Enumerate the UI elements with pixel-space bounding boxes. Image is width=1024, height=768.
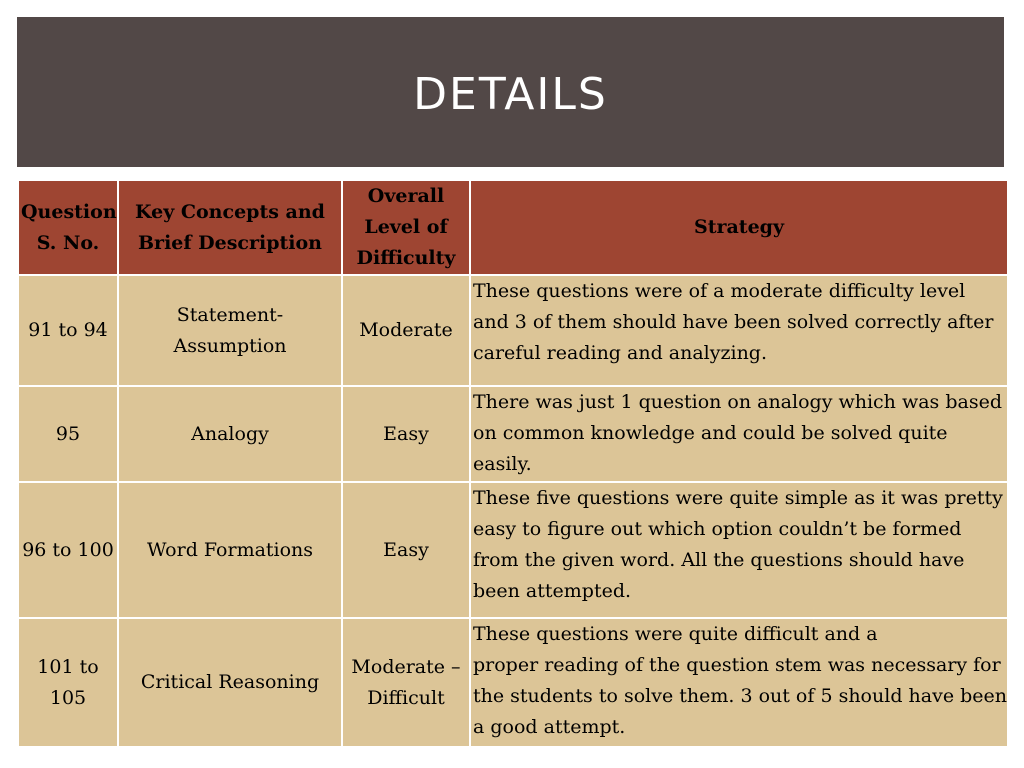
- header-key-concepts: Key Concepts and Brief Description: [118, 180, 342, 275]
- table-row: [18, 386, 1008, 482]
- table-row: [18, 482, 1008, 618]
- concept-cell: Analogy: [118, 386, 342, 482]
- table-row: [18, 618, 1008, 747]
- details-table: [17, 179, 1009, 748]
- table-row: [18, 275, 1008, 386]
- difficulty-cell: Moderate – Difficult: [342, 618, 470, 747]
- strategy-cell: [470, 618, 1008, 747]
- question-cell: 95: [18, 386, 118, 482]
- title-banner: [17, 17, 1004, 167]
- strategy-cell: These questions were of a moderate difficulty level and 3 of them should have been solved correctly after careful reading and analyzing.: [470, 275, 1008, 386]
- concept-cell: Word Formations: [118, 482, 342, 618]
- header-question: Question S. No.: [18, 180, 118, 275]
- strategy-line: proper reading of the question stem was necessary for the students to solve them. 3 out of 5 should have been a good attempt.: [473, 654, 1007, 738]
- table-header-row: [18, 180, 1008, 275]
- difficulty-cell: Easy: [342, 386, 470, 482]
- header-strategy: Strategy: [470, 180, 1008, 275]
- concept-cell: Statement-Assumption: [118, 275, 342, 386]
- question-cell: 101 to 105: [18, 618, 118, 747]
- strategy-cell: There was just 1 question on analogy which was based on common knowledge and could be solved quite easily.: [470, 386, 1008, 482]
- strategy-cell: These five questions were quite simple as it was pretty easy to figure out which option couldn’t be formed from the given word. All the questions should have been attempted.: [470, 482, 1008, 618]
- header-difficulty: Overall Level of Difficulty: [342, 180, 470, 275]
- difficulty-cell: Moderate: [342, 275, 470, 386]
- difficulty-cell: Easy: [342, 482, 470, 618]
- slide-title: DETAILS: [413, 68, 608, 120]
- concept-cell: Critical Reasoning: [118, 618, 342, 747]
- question-cell: 91 to 94: [18, 275, 118, 386]
- question-cell: 96 to 100: [18, 482, 118, 618]
- strategy-line: These questions were quite difficult and a: [473, 623, 878, 645]
